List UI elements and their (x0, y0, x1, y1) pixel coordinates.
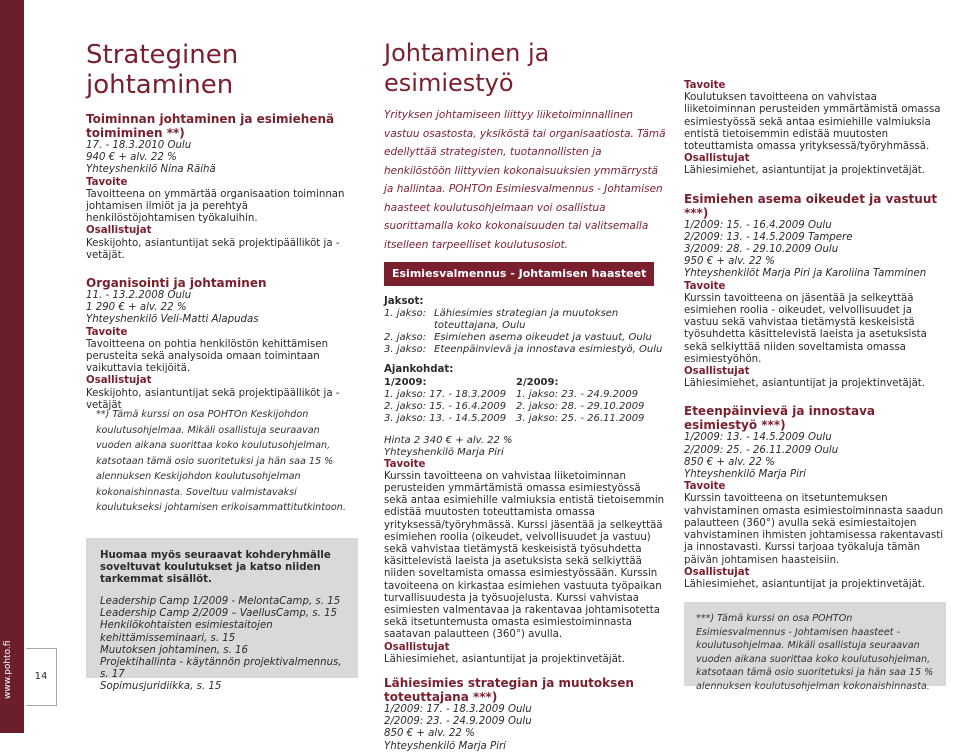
goal-text: Kurssin tavoitteena on vahvistaa liiketoiminnan perusteiden ymmärtämistä omassa esimiestyössä sekä antaa esimiehille valmiuksia entistä tietoisemmin edistää muutosten toteuttamista omassa yrityksessä/työryhmässä. Kurssi jäsentää ja selkeyttää esimiehen roolia (oikeudet, velvollisuudet ja vastuu) sekä vahvistaa tietämystä keskeisistä työsuhdetta käsittelevistä laeista ja asetuksista sekä selkiyttää niiden soveltamista omassa esimiestyössään. Kurssin tavoiteena on kirkastaa esimiehen vastuuta työpaikan turvallisuudesta ja työsuojelusta. Kurssi vahvistaa esimiesten valmentavaa ja rakentavaa johtamisotetta sekä itsetuntemusta omasta esimiestoiminnasta saatavan palautteen (360°) avulla. (384, 470, 665, 641)
participants-text: Keskijohto, asiantuntijat sekä projektipäälliköt ja -vetäjät. (86, 237, 340, 261)
course-price: 1 290 € + alv. 22 % (86, 302, 187, 314)
participants-text: Lähiesimiehet, asiantuntijat ja projektinvetäjät. (684, 578, 926, 590)
jakso-row (384, 308, 666, 332)
middle-title: Johtaminen ja esimiestyö (384, 39, 550, 97)
schedule-cell: 3. jakso: 13. - 14.5.2009 (384, 412, 507, 424)
course-detail-line: Yhteyshenkilö Marja Piri (384, 740, 507, 752)
intro-text: Yrityksen johtamiseen liittyy liiketoiminnallinen vastuu osastosta, yksiköstä tai organisaatiosta. Tämä edellyttää strategisten, tuotannollisten ja henkilöstöön liittyvien kokonaisuuksien ymmärrystä ja hallintaa. POHTOn Esimiesvalmennus - Johtamisen haasteet koulutusohjelmaan voi osallistua suorittamalla koko kokonaisuuden tai valitsemalla itselleen tarpeelliset koulutusosiot. (384, 109, 666, 251)
goal-text: Kurssin tavoitteena on itsetuntemuksen vahvistaminen omasta esimiestoiminnasta saadun palautteen (360°) avulla sekä esimiestaitojen vahvistaminen ihmisten johtamisessa rakentavasti ja innostavasti. Kurssi tarjoaa työkaluja tämän päivän johtamisen haasteisiin. (684, 493, 944, 566)
course-heading-organisointi: Organisointi ja johtaminen (86, 276, 267, 291)
course-detail-line: 850 € + alv. 22 % (684, 456, 775, 468)
course-detail-line: Yhteyshenkilöt Marja Piri ja Karoliina Tamminen (684, 268, 927, 280)
jakso-row (384, 332, 666, 344)
program-price: Hinta 2 340 € + alv. 22 % (384, 434, 513, 446)
course-detail-line: 2/2009: 25. - 26.11.2009 Oulu (684, 444, 839, 456)
jakso-title: Lähiesimies strategian ja muutoksen toteuttajana, Oulu (434, 308, 619, 332)
course-detail-line: 850 € + alv. 22 % (384, 728, 475, 740)
schedule-cell: 1. jakso: 17. - 18.3.2009 (384, 388, 507, 400)
goal-text: Tavoitteena on pohtia henkilöstön kehittämisen perusteita sekä analysoida omaan toimintaan vaikuttavia tekijöitä. (86, 338, 329, 375)
website-url: www.pohto.fi (3, 640, 13, 700)
participants-label: Osallistujat (86, 375, 152, 387)
related-course-item: Projektihallinta - käytännön projektivalmennus, s. 17 (100, 657, 342, 681)
related-course-item: Leadership Camp 2/2009 – VaellusCamp, s. 15 (100, 608, 338, 620)
course-detail-line: 950 € + alv. 22 % (684, 256, 775, 268)
participants-label: Osallistujat (684, 153, 750, 165)
course-detail-line: 1/2009: 13. - 14.5.2009 Oulu (684, 432, 832, 444)
course-date: 17. - 18.3.2010 Oulu (86, 140, 192, 151)
course-heading-toiminnan: Toiminnan johtaminen ja esimiehenä toimiminen **) (86, 112, 335, 140)
jakso-title: Esimiehen asema oikeudet ja vastuut, Oulu (434, 332, 652, 344)
goal-label: Tavoite (684, 280, 726, 292)
goal-text: Tavoitteena on ymmärtää organisaation toiminnan johtamisen ilmiöt ja ja perehtyä henkilöstöjohtamisen työkaluihin. (86, 188, 345, 225)
related-courses-heading: Huomaa myös seuraavat kohderyhmälle soveltuvat koulutukset ja katso niiden tarkemmat sisällöt. (100, 550, 331, 585)
course-details (684, 220, 946, 281)
jakso-row (384, 344, 666, 356)
participants-text: Keskijohto, asiantuntijat sekä projektipäälliköt ja -vetäjät (86, 387, 340, 411)
goal-text: Koulutuksen tavoitteena on vahvistaa liiketoiminnan perusteiden ymmärtämistä omassa esimiestyössä sekä antaa esimiehille valmiuksia entistä tietoisemmin edistää muutosten toteuttamista omassa yrityksessä/työryhmässä. (684, 92, 941, 153)
goal-label: Tavoite (684, 80, 726, 91)
course-detail-line: 1/2009: 17. - 18.3.2009 Oulu (384, 704, 532, 716)
schedule-row (384, 413, 646, 425)
related-course-item: Henkilökohtaisten esimiestaitojen kehittämisseminaari, s. 15 (100, 620, 273, 644)
course-detail-line: Yhteyshenkilö Marja Piri (684, 469, 807, 481)
course-details (384, 704, 666, 753)
left-footnote: **) Tämä kurssi on osa POHTOn Keskijohdon koulutusohjelmaa. Mikäli osallistuja seuraavan vuoden aikana suorittaa koko koulutusohjelman, katsotaan tämä osio suoritetuksi ja hän saa 15 % alennuksen Keskijohdon koulutusohjelman kokonaishinnasta. Soveltuu valmistavaksi koulutukseksi johtamisen erikoisammattitutkintoon. (96, 409, 346, 513)
course-details (684, 432, 946, 481)
participants-label: Osallistujat (384, 641, 450, 653)
goal-label: Tavoite (684, 481, 726, 493)
goal-label: Tavoite (86, 326, 128, 338)
participants-text: Lähiesimiehet, asiantuntijat ja projektinvetäjät. (684, 165, 926, 177)
schedule-head-2: 2/2009: (516, 376, 559, 388)
participants-label: Osallistujat (684, 566, 750, 578)
jaksot-label: Jaksot: (384, 296, 424, 308)
course-heading-lahiesimies: Lähiesimies strategian ja muutoksen toteuttajana ***) (384, 676, 634, 705)
course-heading-asema: Esimiehen asema oikeudet ja vastuut ***) (684, 191, 938, 220)
jakso-number: 3. jakso: (384, 344, 427, 356)
schedule-cell: 2. jakso: 15. - 16.4.2009 (384, 400, 507, 412)
schedule-cell: 1. jakso: 23. - 24.9.2009 (516, 388, 639, 400)
participants-label: Osallistujat (684, 366, 750, 378)
participants-label: Osallistujat (86, 225, 152, 237)
course-price: 940 € + alv. 22 % (86, 152, 177, 164)
goal-text: Kurssin tavoitteena on jäsentää ja selkeyttää esimiehen roolia - oikeudet, velvollisuudet ja vastuu sekä vahvistaa tietämystä keskeisistä työsuhdetta käsittelevistä laeista ja asetuksista sekä selkiyttää niiden soveltamista omassa esimiestyöhön. (684, 292, 927, 365)
course-heading-eteenpainvieva: Eteenpäinvievä ja innostava esimiestyö ***) (684, 404, 875, 433)
goal-label: Tavoite (384, 458, 426, 470)
schedule-head-1: 1/2009: (384, 376, 427, 388)
middle-column (384, 38, 666, 753)
right-footnote: ***) Tämä kurssi on osa POHTOn Esimiesvalmennus - Johtamisen haasteet -koulutusohjelmaa. Mikäli osallistuja seuraavan vuoden aikana suorittaa koko koulutusohjelman, katsotaan tämä osio suoritetuksi ja hän saa 15 % alennuksen koulutusohjelman kokonaishinnasta. (696, 613, 934, 692)
right-column (684, 80, 946, 591)
course-date: 11. - 13.2.2008 Oulu (86, 290, 192, 302)
participants-text: Lähiesimiehet, asiantuntijat ja projektinvetäjät. (384, 653, 626, 665)
related-course-item: Leadership Camp 1/2009 - MelontaCamp, s. 15 (100, 596, 341, 607)
participants-text: Lähiesimiehet, asiantuntijat ja projektinvetäjät. (684, 378, 926, 390)
jakso-number: 2. jakso: (384, 332, 427, 344)
left-column (86, 40, 358, 412)
course-detail-line: 3/2009: 28. - 29.10.2009 Oulu (684, 244, 839, 256)
program-banner: Esimiesvalmennus - Johtamisen haasteet (384, 262, 654, 286)
program-contact: Yhteyshenkilö Marja Piri (384, 446, 504, 458)
schedule-cell: 2. jakso: 28. - 29.10.2009 (516, 400, 645, 412)
page-number: 14 (26, 648, 57, 706)
jaksot-table (384, 308, 666, 356)
related-courses-box (86, 538, 358, 693)
schedule-row (384, 401, 646, 413)
schedule-table (384, 377, 646, 425)
ajankohdat-label: Ajankohdat: (384, 364, 454, 376)
jakso-number: 1. jakso: (384, 308, 427, 320)
left-title: Strateginen johtaminen (86, 40, 239, 100)
related-course-item: Sopimusjuridiikka, s. 15 (100, 681, 222, 693)
course-detail-line: 2/2009: 23. - 24.9.2009 Oulu (384, 716, 532, 728)
schedule-row (384, 389, 646, 401)
jakso-title: Eteenpäinvievä ja innostava esimiestyö, Oulu (434, 344, 663, 356)
course-contact: Yhteyshenkilö Nina Räihä (86, 164, 216, 176)
right-footnote-box (684, 602, 946, 692)
goal-label: Tavoite (86, 176, 128, 188)
course-detail-line: 2/2009: 13. - 14.5.2009 Tampere (684, 231, 853, 243)
course-contact: Yhteyshenkilö Veli-Matti Alapudas (86, 314, 259, 326)
related-courses-list (100, 596, 346, 694)
related-course-item: Muutoksen johtaminen, s. 16 (100, 644, 249, 656)
course-detail-line: 1/2009: 15. - 16.4.2009 Oulu (684, 219, 832, 231)
schedule-cell: 3. jakso: 25. - 26.11.2009 (516, 412, 645, 424)
